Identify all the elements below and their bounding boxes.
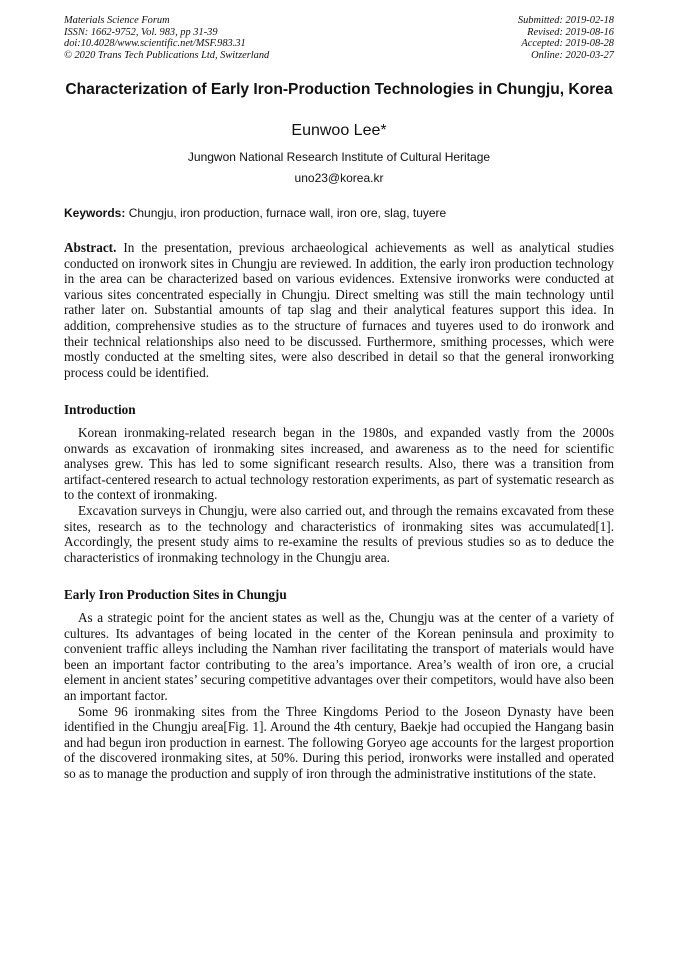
keywords-label: Keywords: (64, 206, 126, 220)
paragraph: As a strategic point for the ancient states as well as the, Chungju was at the center of a variety of cultures. Its advantages of being located in the center of the Korean peninsula and proximity to convenient traffic alleys including the Namhan river facilitating the transport of materials would have been an important factor contributing to the area’s importance. Area’s wealth of iron ore, a crucial element in ancient states’ securing competitive advantages over their competitors, would have also been an important factor. (64, 610, 614, 703)
online-date: Online: 2020-03-27 (531, 49, 614, 61)
journal-name: Materials Science Forum (64, 15, 170, 26)
section-early-sites (64, 610, 614, 782)
author-name: Eunwoo Lee* (291, 122, 387, 139)
revised-date: Revised: 2019-08-16 (527, 26, 614, 38)
accepted-date: Accepted: 2019-08-28 (521, 38, 614, 50)
journal-info (64, 15, 269, 61)
section-introduction (64, 425, 614, 565)
paragraph: Excavation surveys in Chungju, were also carried out, and through the remains excavated from these sites, research as to the technology and characteristics of ironmaking sites was accumulated[1]. Accordingly, the present study aims to re-examine the results of previous studies so as to deduce the characteristics of ironmaking technology in the Chungju area. (64, 502, 614, 565)
journal-header (64, 15, 614, 65)
submitted-date: Submitted: 2019-02-18 (517, 15, 614, 26)
doi-line: doi:10.4028/www.scientific.net/MSF.983.31 (64, 38, 246, 50)
paper-title: Characterization of Early Iron-Production Technologies in Chungju, Korea (65, 81, 613, 98)
author-email[interactable]: uno23@korea.kr (294, 171, 384, 185)
section-heading-early-sites: Early Iron Production Sites in Chungju (64, 587, 287, 602)
copyright-line: © 2020 Trans Tech Publications Ltd, Switzerland (64, 49, 270, 61)
abstract-text: In the presentation, previous archaeological achievements as well as analytical studies conducted on ironwork sites in Chungju are reviewed. In addition, the early iron production technology in the area can be characterized based on various evidences. Extensive ironworks were conducted at various sites concentrated especially in Chungju. Direct smelting was still the main technology until rather later on. Substantial amounts of tap slag and their analytical features support this idea. In addition, comprehensive studies as to the structure of furnaces and tuyeres used to do ironwork and their technical relationships also need to be discussed. Furthermore, smithing processes, which were mostly conducted at the smelting sites, were also described in detail so that the general ironworking process could be identified. (64, 240, 615, 380)
issn-line: ISSN: 1662-9752, Vol. 983, pp 31-39 (64, 26, 218, 38)
keywords-text: Chungju, iron production, furnace wall, iron ore, slag, tuyere (128, 206, 447, 220)
paragraph: Korean ironmaking-related research began in the 1980s, and expanded vastly from the 2000s onwards as excavation of ironmaking sites increased, and awareness as to the need for scientific analyses grew. This has led to some significant research results. Also, there was a transition from artifact-centered research to actual technology restoration experiments, as part of systematic research as to the context of ironmaking. (64, 425, 614, 503)
abstract-label: Abstract. (64, 240, 117, 255)
paragraph: Some 96 ironmaking sites from the Three Kingdoms Period to the Joseon Dynasty have been identified in the Chungju area[Fig. 1]. Around the 4th century, Baekje had occupied the Hangang basin and had begun iron production in earnest. The following Goryeo age accounts for the largest proportion of the discovered ironmaking sites, at 50%. During this period, ironworks were installed and operated so as to manage the production and supply of iron through the administrative institutions of the state. (64, 703, 614, 781)
author-affiliation: Jungwon National Research Institute of Cultural Heritage (187, 150, 491, 164)
abstract (64, 240, 614, 380)
publication-dates (518, 15, 614, 61)
keywords (64, 205, 614, 221)
section-heading-introduction: Introduction (64, 402, 136, 417)
